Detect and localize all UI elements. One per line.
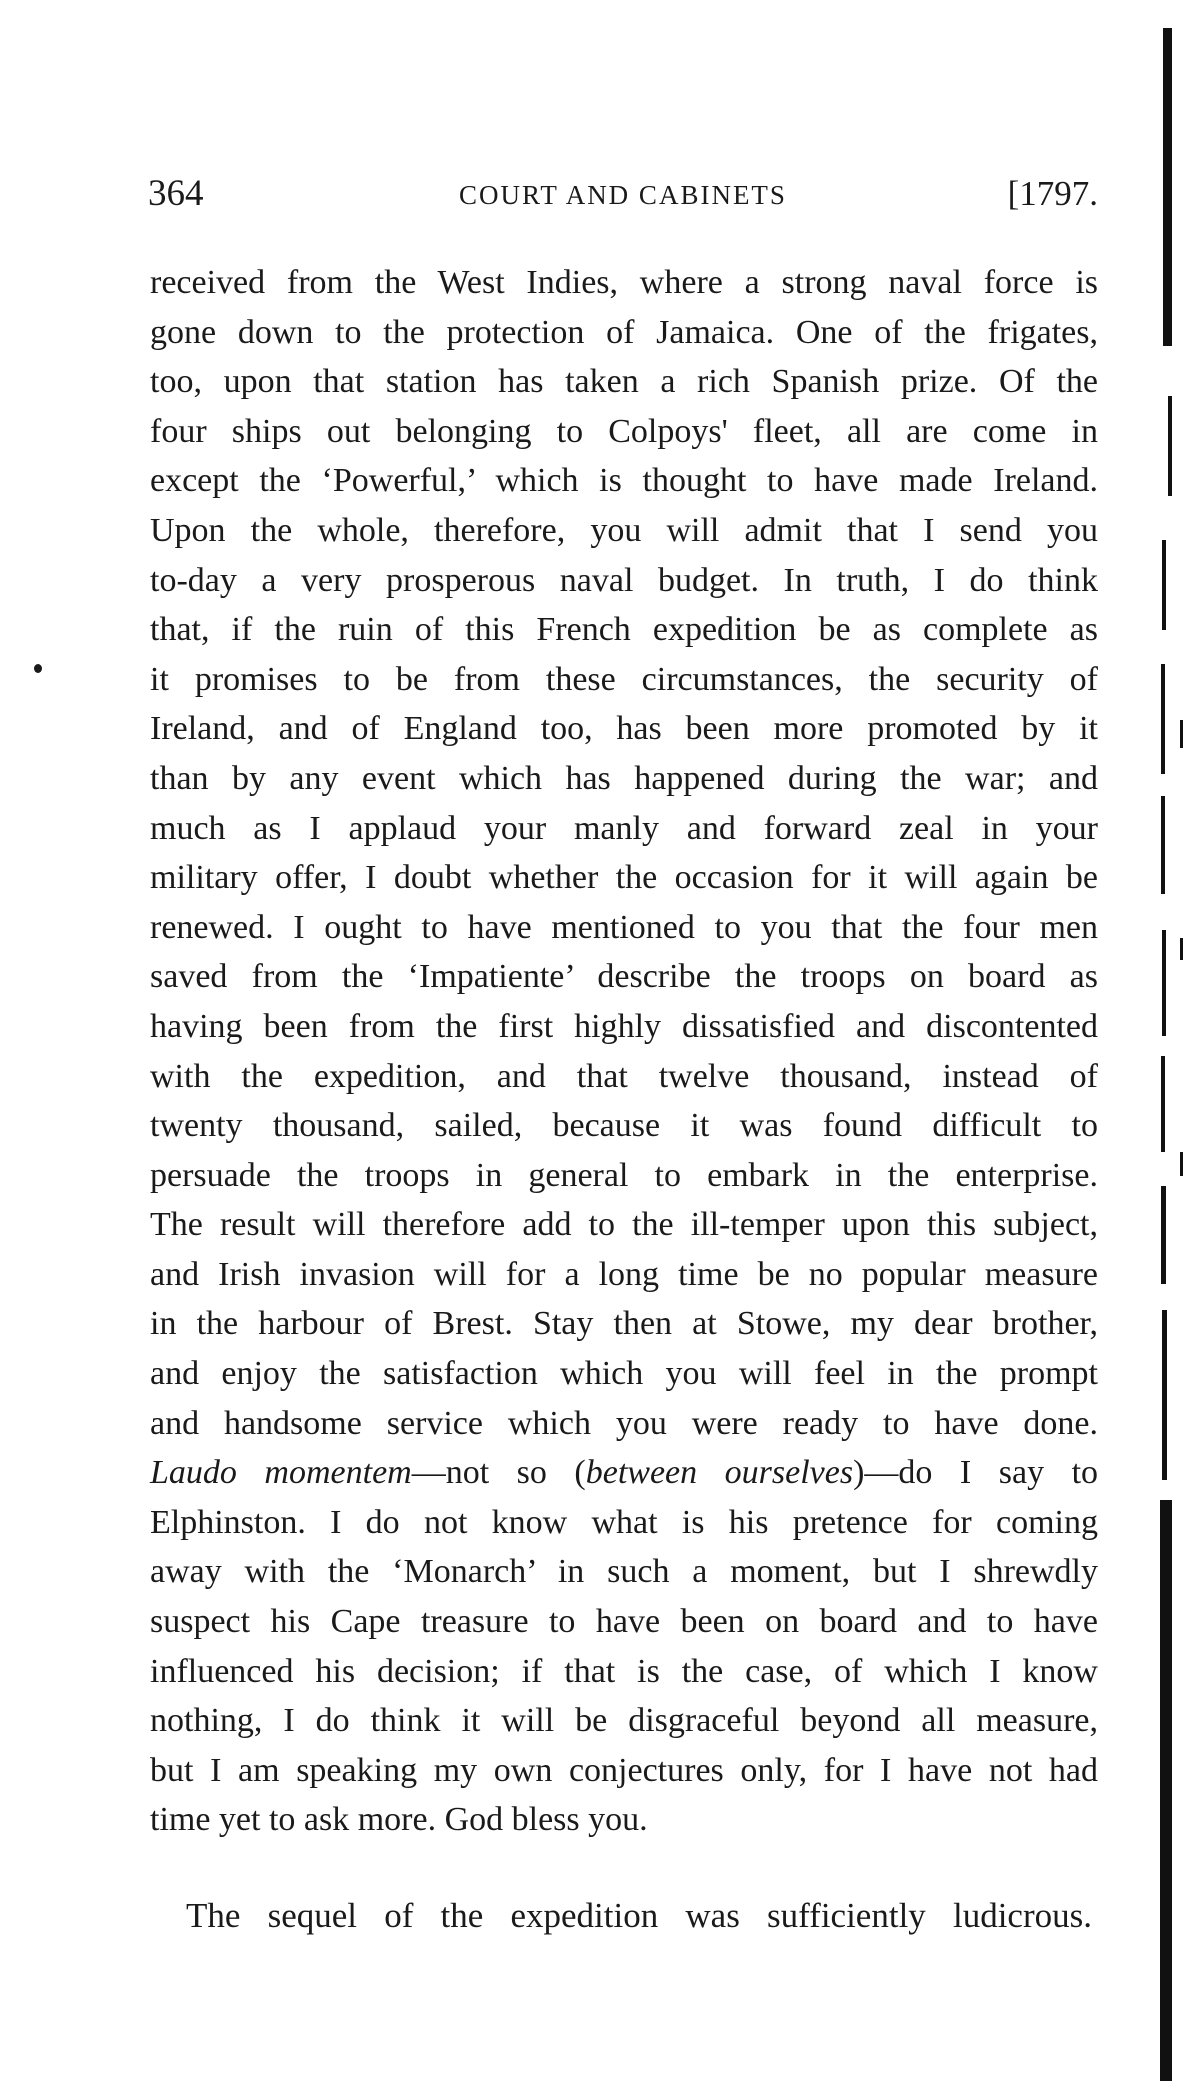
page-edge-shadow bbox=[1161, 1056, 1165, 1152]
page-edge-shadow bbox=[1161, 664, 1165, 774]
text-line: away with the ‘Monarch’ in such a moment, but I shrewdly bbox=[150, 1553, 1098, 1591]
text-line: to-day a very prosperous naval budget. In truth, I do think bbox=[150, 561, 1098, 599]
text-line: and handsome service which you were ready to have done. bbox=[150, 1404, 1098, 1442]
latin-phrase: Laudo momentem bbox=[150, 1454, 412, 1492]
text-line: nothing, I do think it will be disgraceful beyond all measure, bbox=[150, 1702, 1098, 1740]
running-year: [1797. bbox=[1007, 174, 1098, 213]
text-line: with the expedition, and that twelve thousand, instead of bbox=[150, 1057, 1098, 1095]
page-edge-shadow bbox=[1180, 720, 1183, 748]
text-line: much as I applaud your manly and forward zeal in your bbox=[150, 809, 1098, 847]
text-line: time yet to ask more. God bless you. bbox=[150, 1801, 648, 1839]
margin-ink-dot bbox=[34, 664, 42, 673]
running-title: COURT AND CABINETS bbox=[459, 180, 787, 210]
text-line: in the harbour of Brest. Stay then at Stowe, my dear brother, bbox=[150, 1305, 1098, 1343]
page-edge-shadow bbox=[1160, 1500, 1172, 2081]
text-line: and enjoy the satisfaction which you will feel in the prompt bbox=[150, 1355, 1098, 1393]
page-edge-shadow bbox=[1162, 540, 1166, 630]
page-edge-shadow bbox=[1162, 930, 1166, 1036]
text-line: influenced his decision; if that is the case, of which I know bbox=[150, 1652, 1098, 1690]
text-fragment: —not so ( bbox=[411, 1454, 586, 1492]
text-line: Upon the whole, therefore, you will admit that I send you bbox=[150, 511, 1098, 549]
page-header bbox=[148, 172, 1098, 222]
sequel-paragraph: The sequel of the expedition was sufficiently ludicrous. bbox=[186, 1896, 1092, 1935]
page-edge-shadow bbox=[1161, 796, 1165, 894]
text-line: Ireland, and of England too, has been more promoted by it bbox=[150, 710, 1098, 748]
letter-body bbox=[150, 258, 1098, 1845]
page-edge-shadow bbox=[1180, 1152, 1183, 1176]
page-edge-shadow bbox=[1168, 396, 1172, 496]
text-line: suspect his Cape treasure to have been on board and to have bbox=[150, 1603, 1098, 1641]
text-fragment: )—do I say to bbox=[853, 1454, 1099, 1492]
text-line: received from the West Indies, where a strong naval force is bbox=[150, 264, 1098, 301]
text-line: military offer, I doubt whether the occasion for it will again be bbox=[150, 859, 1098, 897]
text-line: than by any event which has happened during the war; and bbox=[150, 759, 1098, 797]
text-line: that, if the ruin of this French expedition be as complete as bbox=[150, 611, 1098, 649]
text-line: saved from the ‘Impatiente’ describe the troops on board as bbox=[150, 958, 1098, 996]
text-line: The result will therefore add to the ill-temper upon this subject, bbox=[150, 1206, 1098, 1244]
text-line: and Irish invasion will for a long time be no popular measure bbox=[150, 1255, 1098, 1293]
aside-phrase: between ourselves bbox=[585, 1454, 854, 1492]
text-line: twenty thousand, sailed, because it was found difficult to bbox=[150, 1107, 1098, 1145]
text-line: too, upon that station has taken a rich Spanish prize. Of the bbox=[150, 363, 1098, 401]
text-line-italic bbox=[150, 1448, 1098, 1498]
text-line: having been from the first highly dissatisfied and discontented bbox=[150, 1007, 1098, 1045]
page-edge-shadow bbox=[1162, 1310, 1167, 1480]
text-line: except the ‘Powerful,’ which is thought to have made Ireland. bbox=[150, 462, 1098, 500]
text-line: but I am speaking my own conjectures only, for I have not had bbox=[150, 1751, 1098, 1789]
text-line: gone down to the protection of Jamaica. One of the frigates, bbox=[150, 313, 1098, 351]
page-edge-shadow bbox=[1180, 938, 1183, 960]
page-edge-shadow bbox=[1161, 1186, 1166, 1284]
text-line: it promises to be from these circumstances, the security of bbox=[150, 660, 1098, 698]
page-number: 364 bbox=[148, 173, 204, 214]
text-line: four ships out belonging to Colpoys' fleet, all are come in bbox=[150, 412, 1098, 450]
text-line: persuade the troops in general to embark in the enterprise. bbox=[150, 1156, 1098, 1194]
page-edge-shadow bbox=[1163, 28, 1172, 346]
text-line: renewed. I ought to have mentioned to you that the four men bbox=[150, 908, 1098, 946]
text-line: Elphinston. I do not know what is his pretence for coming bbox=[150, 1503, 1098, 1541]
